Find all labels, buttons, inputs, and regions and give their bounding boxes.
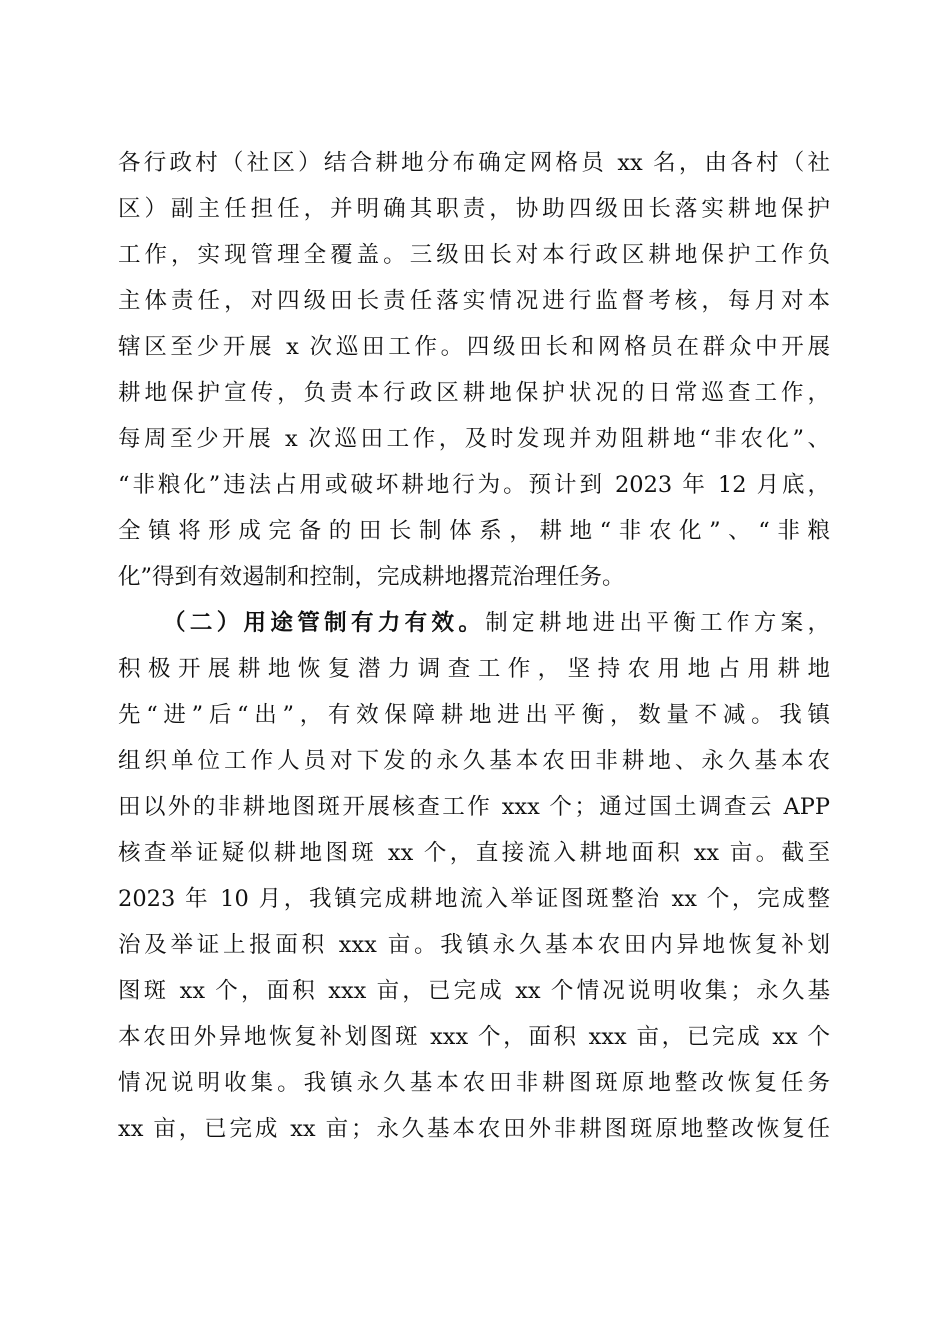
paragraph-line: 情况说明收集。我镇永久基本农田非耕图斑原地整改恢复任务 [118,1070,830,1096]
paragraph-line: 辖区至少开展 x 次巡田工作。四级田长和网格员在群众中开展 [118,334,830,360]
paragraph-line: 每周至少开展 x 次巡田工作，及时发现并劝阻耕地“非农化”、 [118,426,830,452]
paragraph-line: 2023 年 10 月，我镇完成耕地流入举证图斑整治 xx 个，完成整 [118,886,830,912]
paragraph-line: 本农田外异地恢复补划图斑 xxx 个，面积 xxx 亩，已完成 xx 个 [118,1024,830,1050]
paragraph-line: 先“进”后“出”，有效保障耕地进出平衡，数量不减。我镇 [118,702,830,728]
paragraph-line: 核查举证疑似耕地图斑 xx 个，直接流入耕地面积 xx 亩。截至 [118,840,830,866]
paragraph-line: 积极开展耕地恢复潜力调查工作，坚持农用地占用耕地 [118,656,830,682]
paragraph-line: 区）副主任担任，并明确其职责，协助四级田长落实耕地保护 [118,196,830,222]
paragraph-line: 治及举证上报面积 xxx 亩。我镇永久基本农田内异地恢复补划 [118,932,830,958]
paragraph-line: 图斑 xx 个，面积 xxx 亩，已完成 xx 个情况说明收集；永久基 [118,978,830,1004]
paragraph-first-line [118,600,830,646]
paragraph-line: “非粮化”违法占用或破坏耕地行为。预计到 2023 年 12 月底， [118,472,830,498]
paragraph-line: 工作，实现管理全覆盖。三级田长对本行政区耕地保护工作负 [118,242,830,268]
paragraph-usage-control [118,600,830,1152]
paragraph-line: 主体责任，对四级田长责任落实情况进行监督考核，每月对本 [118,288,830,314]
paragraph-line: 化”得到有效遏制和控制，完成耕地撂荒治理任务。 [118,564,625,590]
paragraph-line: 耕地保护宣传，负责本行政区耕地保护状况的日常巡查工作， [118,380,830,406]
paragraph-line: 全镇将形成完备的田长制体系，耕地“非农化”、“非粮 [118,518,830,544]
paragraph-line: 组织单位工作人员对下发的永久基本农田非耕地、永久基本农 [118,748,830,774]
paragraph-line: 各行政村（社区）结合耕地分布确定网格员 xx 名，由各村（社 [118,150,830,176]
paragraph-line-rest: 制定耕地进出平衡工作方案， [485,610,830,636]
paragraph-field-chief-system [118,140,830,600]
paragraph-line: 田以外的非耕地图斑开展核查工作 xxx 个；通过国土调查云 APP [118,794,830,820]
paragraph-line: xx 亩，已完成 xx 亩；永久基本农田外非耕图斑原地整改恢复任 [118,1116,830,1142]
document-body [118,140,830,1152]
section-heading: （二）用途管制有力有效。 [163,610,486,636]
